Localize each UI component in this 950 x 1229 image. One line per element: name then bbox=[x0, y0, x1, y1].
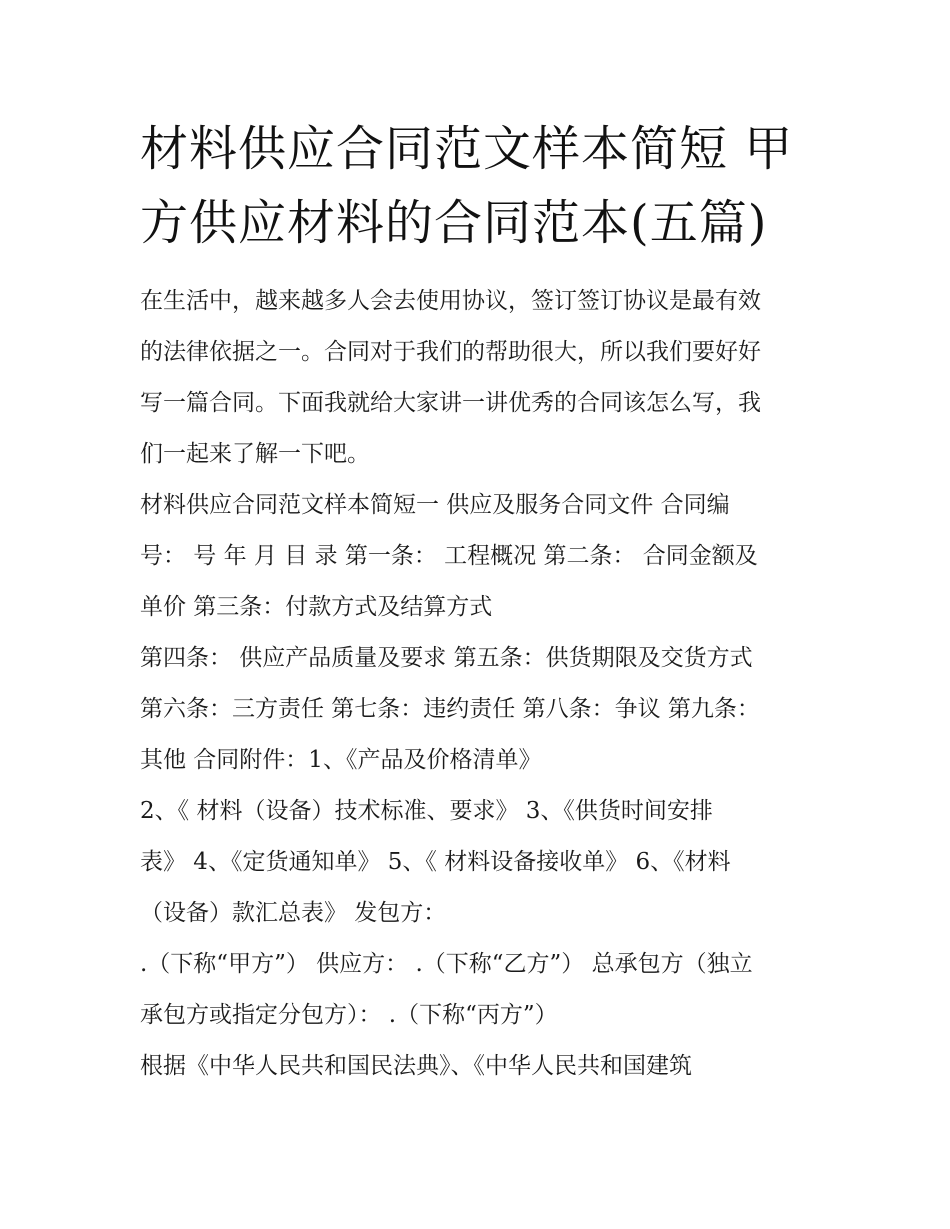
text-line: 写一篇合同。下面我就给大家讲一讲优秀的合同该怎么写，我 bbox=[140, 390, 761, 416]
text-line: .（下称“甲方”） 供应方： .（下称“乙方”） 总承包方（独立 bbox=[140, 951, 753, 977]
text-line: 第四条： 供应产品质量及要求 第五条：供货期限及交货方式 bbox=[140, 645, 753, 671]
text-line: 承包方或指定分包方）： .（下称“丙方”） bbox=[140, 1002, 558, 1028]
contract-toc-paragraph bbox=[140, 480, 850, 633]
title-line-1: 材料供应合同范文样本简短 甲 bbox=[140, 121, 794, 177]
text-line: 2、《 材料（设备）技术标准、要求》 3、《供货时间安排 bbox=[140, 798, 713, 824]
text-line: 材料供应合同范文样本简短一 供应及服务合同文件 合同编 bbox=[140, 492, 730, 518]
text-line: 表》 4、《定货通知单》 5、《 材料设备接收单》 6、《材料 bbox=[140, 849, 731, 875]
text-line: 号： 号 年 月 目 录 第一条： 工程概况 第二条： 合同金额及 bbox=[140, 543, 758, 569]
text-line: 在生活中，越来越多人会去使用协议，签订签订协议是最有效 bbox=[140, 288, 761, 314]
intro-paragraph bbox=[140, 276, 850, 480]
text-line: 的法律依据之一。合同对于我们的帮助很大，所以我们要好好 bbox=[140, 339, 761, 365]
text-line: 其他 合同附件：1、《产品及价格清单》 bbox=[140, 747, 542, 773]
legal-basis-paragraph bbox=[140, 1041, 850, 1092]
contract-parties-paragraph bbox=[140, 939, 850, 1041]
text-line: （设备）款汇总表》 发包方： bbox=[140, 900, 447, 926]
text-line: 根据《中华人民共和国民法典》、《中华人民共和国建筑 bbox=[140, 1053, 692, 1079]
text-line: 们一起来了解一下吧。 bbox=[140, 441, 370, 467]
text-line: 第六条：三方责任 第七条：违约责任 第八条：争议 第九条： bbox=[140, 696, 760, 722]
document-title bbox=[140, 112, 850, 260]
text-line: 单价 第三条：付款方式及结算方式 bbox=[140, 594, 493, 620]
contract-clauses-paragraph bbox=[140, 633, 850, 786]
contract-attachments-paragraph bbox=[140, 786, 850, 939]
title-line-2: 方供应材料的合同范本(五篇) bbox=[140, 195, 768, 251]
